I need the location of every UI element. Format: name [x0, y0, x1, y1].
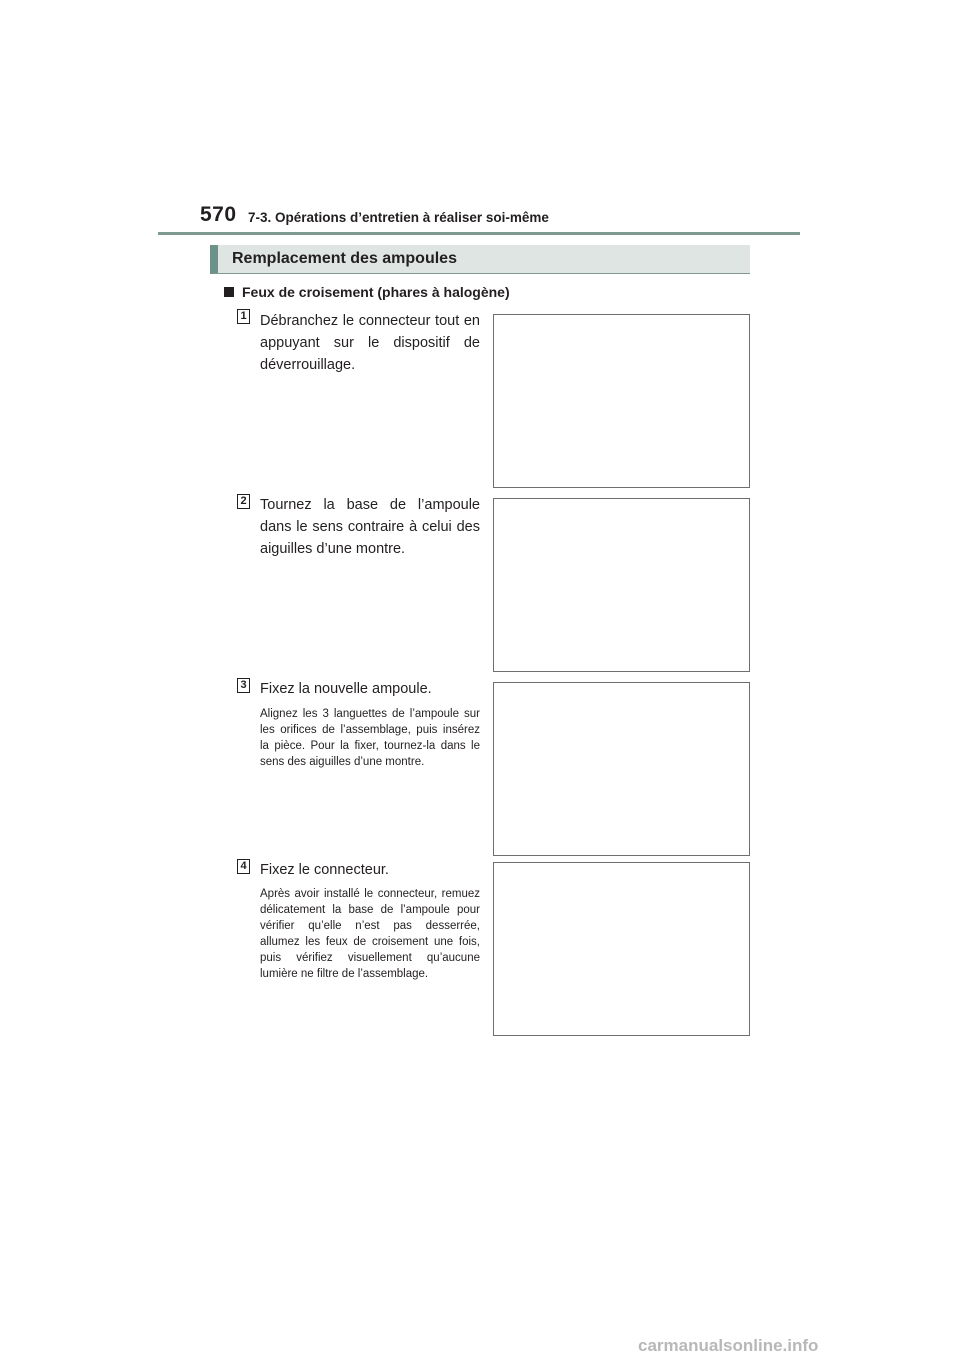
running-head: 7-3. Opérations d’entretien à réaliser soi-même	[248, 210, 549, 225]
step-number-3: 3	[237, 678, 250, 693]
illustration-frame-1	[493, 314, 750, 488]
step-number-1: 1	[237, 309, 250, 324]
step-number-4: 4	[237, 859, 250, 874]
step-number-2: 2	[237, 494, 250, 509]
step-text-2: Tournez la base de l’ampoule dans le sens contraire à celui des aiguilles d’une montre.	[260, 497, 480, 557]
watermark: carmanualsonline.info	[638, 1336, 819, 1355]
step-text-3: Fixez la nouvelle ampoule.	[260, 681, 432, 697]
illustration-frame-3	[493, 682, 750, 856]
section-bar	[210, 245, 750, 274]
illustration-frame-2	[493, 498, 750, 672]
subheading	[224, 284, 510, 300]
subheading-text: Feux de croisement (phares à halogène)	[242, 284, 510, 300]
step-note-3: Alignez les 3 languettes de l’ampoule sur les orifices de l’assemblage, puis insérez la pièce. Pour la fixer, tournez-la dans le sens des aiguilles d’une montre.	[260, 708, 480, 768]
section-title: Remplacement des ampoules	[232, 250, 457, 267]
illustration-frame-4	[493, 862, 750, 1036]
header-rule	[158, 232, 800, 235]
page-number: 570	[200, 203, 237, 226]
step-note-4: Après avoir installé le connecteur, remuez délicatement la base de l’ampoule pour vérifier qu’elle n’est pas desserrée, allumez les feux de croisement une fois, puis vérifiez visuellement qu’aucune lumière ne filtre de l’assemblage.	[260, 888, 480, 980]
step-text-1: Débranchez le connecteur tout en appuyant sur le dispositif de déverrouillage.	[260, 313, 480, 373]
square-bullet-icon	[224, 287, 234, 297]
step-text-4: Fixez le connecteur.	[260, 862, 389, 878]
